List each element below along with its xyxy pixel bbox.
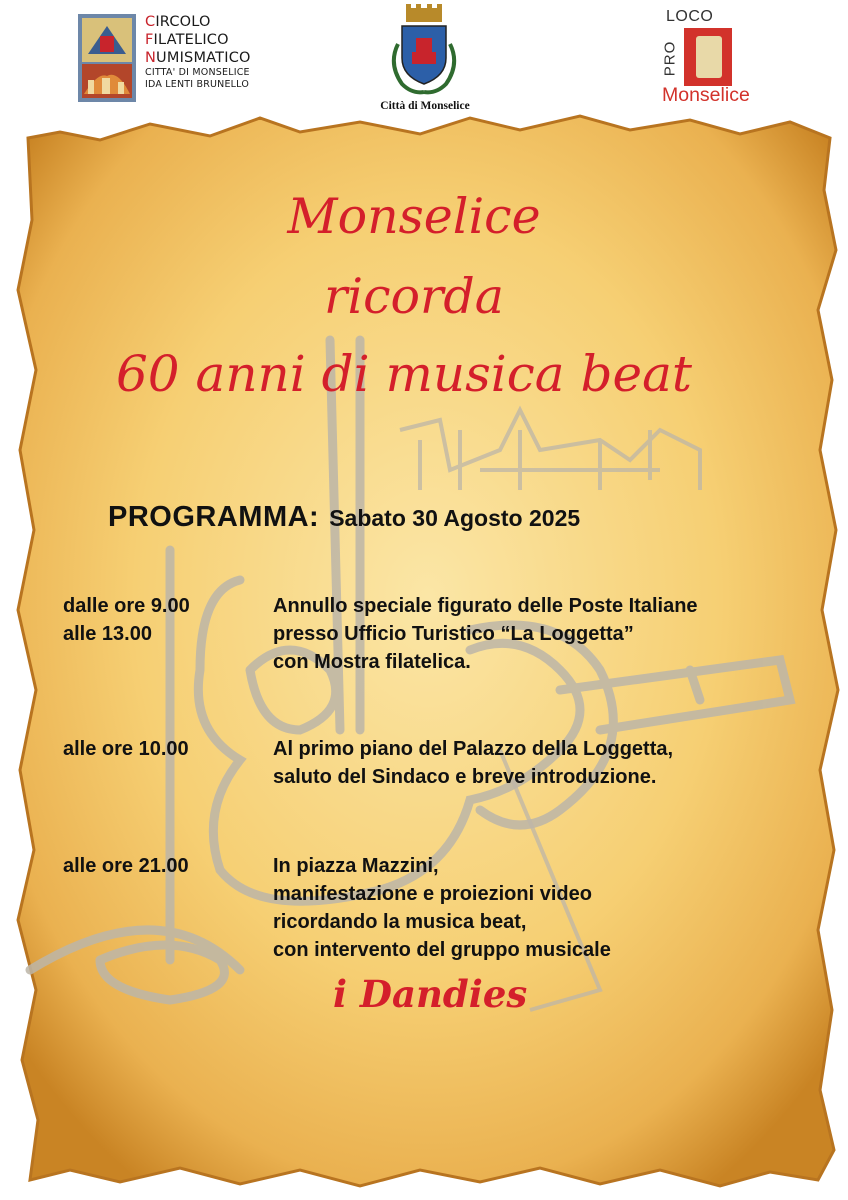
event-description xyxy=(273,735,833,791)
circolo-logo-icon xyxy=(78,14,136,102)
circolo-initial-c: C xyxy=(145,14,156,30)
event-description-line: In piazza Mazzini, xyxy=(273,855,439,877)
proloco-logo xyxy=(662,8,772,108)
event-description-line: ricordando la musica beat, xyxy=(273,911,527,933)
programma-date: Sabato 30 Agosto 2025 xyxy=(329,505,581,531)
event-time xyxy=(63,592,263,648)
circolo-word-3: UMISMATICO xyxy=(156,50,251,66)
event-time-line: alle ore 10.00 xyxy=(63,738,189,760)
event-description-line: con Mostra filatelica. xyxy=(273,651,471,673)
proloco-emblem-icon xyxy=(684,28,732,86)
circolo-initial-f: F xyxy=(145,32,154,48)
title-line-1: Monselice xyxy=(287,188,541,245)
circolo-dedication: IDA LENTI BRUNELLO xyxy=(145,78,249,90)
event-description xyxy=(273,852,833,964)
circolo-city: CITTA' DI MONSELICE xyxy=(145,67,250,78)
event-time-line: alle 13.00 xyxy=(63,623,152,645)
event-description-line: con intervento del gruppo musicale xyxy=(273,939,611,961)
circolo-word-2: ILATELICO xyxy=(153,32,229,48)
event-description-line: Annullo speciale figurato delle Poste Italiane xyxy=(273,595,698,617)
city-crest-icon xyxy=(388,4,460,98)
band-name: i Dandies xyxy=(333,972,528,1016)
title-line-3: 60 anni di musica beat xyxy=(116,345,692,403)
circolo-word-1: IRCOLO xyxy=(155,14,211,30)
event-description-line: presso Ufficio Turistico “La Loggetta” xyxy=(273,623,634,645)
event-description-line: manifestazione e proiezioni video xyxy=(273,883,592,905)
event-description-line: saluto del Sindaco e breve introduzione. xyxy=(273,766,657,788)
proloco-monselice: Monselice xyxy=(662,84,750,106)
event-description-line: Al primo piano del Palazzo della Loggetta, xyxy=(273,738,674,760)
title-line-2: ricorda xyxy=(323,268,505,325)
header xyxy=(0,0,848,125)
circolo-name xyxy=(145,13,251,90)
city-caption: Città di Monselice xyxy=(380,100,470,112)
proloco-loco: LOCO xyxy=(666,8,714,25)
circolo-initial-n: N xyxy=(145,50,157,66)
programma-label: PROGRAMMA: xyxy=(108,501,320,533)
proloco-pro: PRO xyxy=(661,40,679,77)
event-time-line: dalle ore 9.00 xyxy=(63,595,190,617)
event-description xyxy=(273,592,833,676)
event-time xyxy=(63,735,263,763)
event-time-line: alle ore 21.00 xyxy=(63,855,189,877)
event-time xyxy=(63,852,263,880)
programma-heading xyxy=(108,501,580,534)
